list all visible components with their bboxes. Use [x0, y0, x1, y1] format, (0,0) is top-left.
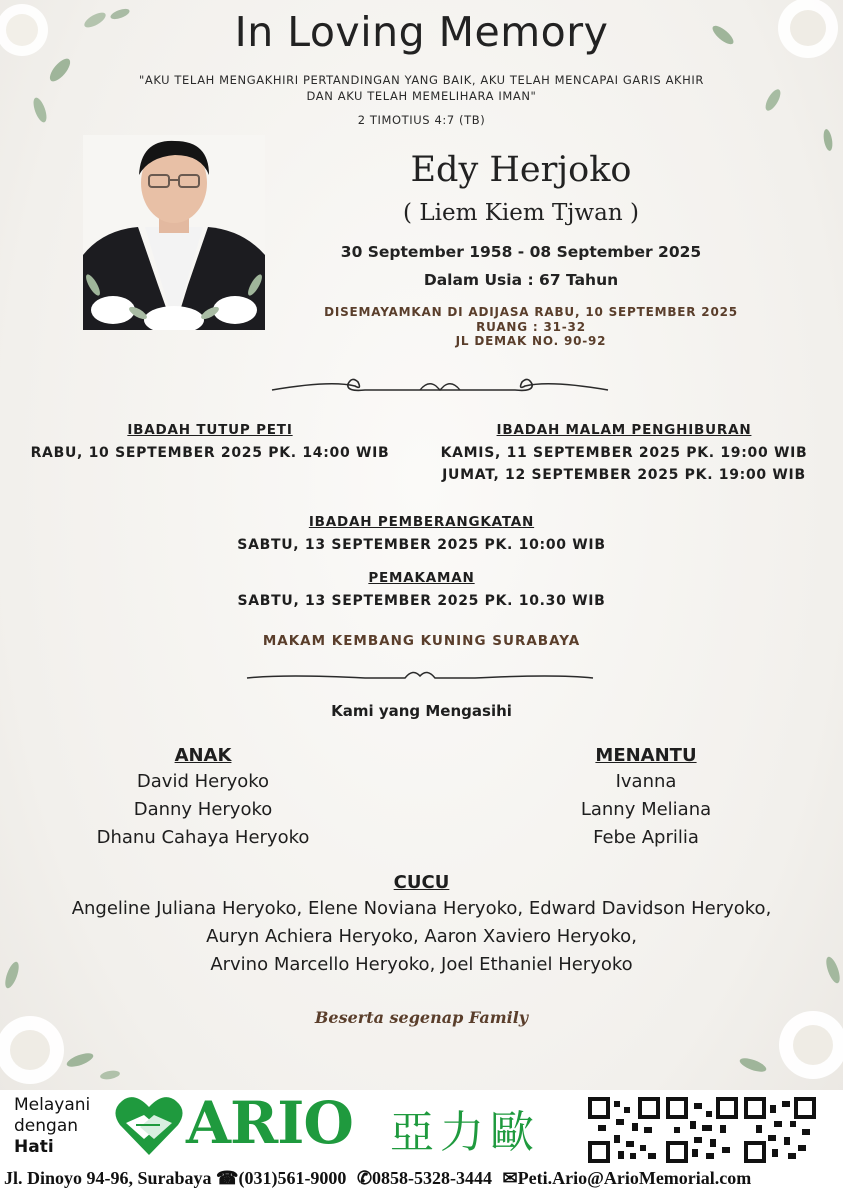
burial-location: MAKAM KEMBANG KUNING SURABAYA	[262, 633, 581, 649]
cucu-line: Angeline Juliana Heryoko, Elene Noviana Heryoko, Edward Davidson Heryoko,	[71, 898, 772, 919]
email-address: Peti.Ario@ArioMemorial.com	[517, 1168, 752, 1188]
email-icon: ✉	[502, 1168, 518, 1188]
lying-line-1: DISEMAYAMKAN DI ADIJASA RABU, 10 SEPTEMBER 2025	[324, 305, 738, 319]
family-anak	[80, 745, 326, 852]
flourish-divider-bottom	[245, 664, 595, 688]
pemakaman-heading: PEMAKAMAN	[368, 570, 475, 586]
malam-penghiburan-time-2: JUMAT, 12 SEPTEMBER 2025 PK. 19:00 WIB	[442, 467, 806, 483]
heart-handshake-logo-icon	[114, 1093, 184, 1159]
cucu-line: Auryn Achiera Heryoko, Aaron Xaviero Heryoko,	[206, 926, 637, 947]
tutup-peti-time: RABU, 10 SEPTEMBER 2025 PK. 14:00 WIB	[30, 445, 390, 461]
page-title: In Loving Memory	[234, 8, 609, 56]
pemberangkatan-heading: IBADAH PEMBERANGKATAN	[308, 514, 535, 530]
footer-contact	[4, 1168, 751, 1189]
whatsapp-number: 0858-5328-3444	[372, 1168, 493, 1188]
life-dates: 30 September 1958 - 08 September 2025	[340, 243, 702, 261]
qr-code-icon	[588, 1097, 660, 1163]
anak-name: David Heryoko	[136, 771, 270, 792]
age-at-death: Dalam Usia : 67 Tahun	[423, 271, 619, 289]
bible-verse	[0, 72, 843, 104]
deceased-name: Edy Herjoko	[410, 150, 632, 190]
phone-icon: ☎	[216, 1168, 239, 1188]
lying-in-state	[300, 305, 762, 349]
phone-number: (031)561-9000	[238, 1168, 347, 1188]
deceased-alias: ( Liem Kiem Tjwan )	[403, 200, 639, 226]
malam-penghiburan-time-1: KAMIS, 11 SEPTEMBER 2025 PK. 19:00 WIB	[440, 445, 808, 461]
service-tutup-peti	[12, 422, 408, 464]
anak-heading: ANAK	[174, 745, 232, 766]
cucu-line: Arvino Marcello Heryoko, Joel Ethaniel Heryoko	[210, 954, 633, 975]
lying-line-3: JL DEMAK NO. 90-92	[455, 334, 607, 348]
brand-name-chinese: 亞力歐	[390, 1107, 540, 1158]
tutup-peti-heading: IBADAH TUTUP PETI	[127, 422, 293, 438]
whatsapp-icon: ✆	[356, 1168, 373, 1188]
malam-penghiburan-heading: IBADAH MALAM PENGHIBURAN	[496, 422, 752, 438]
menantu-name: Lanny Meliana	[580, 799, 712, 820]
footer-slogan	[14, 1095, 90, 1158]
closing-family: Beserta segenap Family	[314, 1008, 529, 1027]
service-pemakaman	[0, 570, 843, 612]
slogan-line-1: Melayani	[14, 1095, 91, 1115]
family-menantu	[540, 745, 752, 852]
menantu-heading: MENANTU	[595, 745, 697, 766]
slogan-line-2: dengan	[14, 1116, 79, 1136]
service-malam-penghiburan	[420, 422, 828, 486]
portrait-photo	[83, 135, 265, 330]
service-pemberangkatan	[0, 514, 843, 556]
pemakaman-time: SABTU, 13 SEPTEMBER 2025 PK. 10.30 WIB	[237, 593, 606, 609]
flourish-divider-top	[270, 372, 610, 398]
verse-line-1: "AKU TELAH MENGAKHIRI PERTANDINGAN YANG BAIK, AKU TELAH MENCAPAI GARIS AKHIR	[138, 73, 705, 87]
family-cucu	[0, 872, 843, 979]
qr-code-icon	[666, 1097, 738, 1163]
verse-reference: 2 TIMOTIUS 4:7 (TB)	[357, 113, 486, 127]
brand-name: ARIO	[186, 1089, 353, 1157]
anak-name: Dhanu Cahaya Heryoko	[96, 827, 310, 848]
family-intro: Kami yang Mengasihi	[331, 702, 512, 720]
anak-name: Danny Heryoko	[133, 799, 273, 820]
verse-line-2: DAN AKU TELAH MEMELIHARA IMAN"	[306, 89, 537, 103]
pemberangkatan-time: SABTU, 13 SEPTEMBER 2025 PK. 10:00 WIB	[237, 537, 606, 553]
menantu-name: Ivanna	[615, 771, 677, 792]
menantu-name: Febe Aprilia	[593, 827, 699, 848]
qr-code-icon	[744, 1097, 816, 1163]
cucu-heading: CUCU	[393, 872, 450, 893]
lying-line-2: RUANG : 31-32	[476, 319, 586, 334]
address: Jl. Dinoyo 94-96, Surabaya	[4, 1168, 212, 1188]
slogan-line-3: Hati	[14, 1137, 54, 1157]
